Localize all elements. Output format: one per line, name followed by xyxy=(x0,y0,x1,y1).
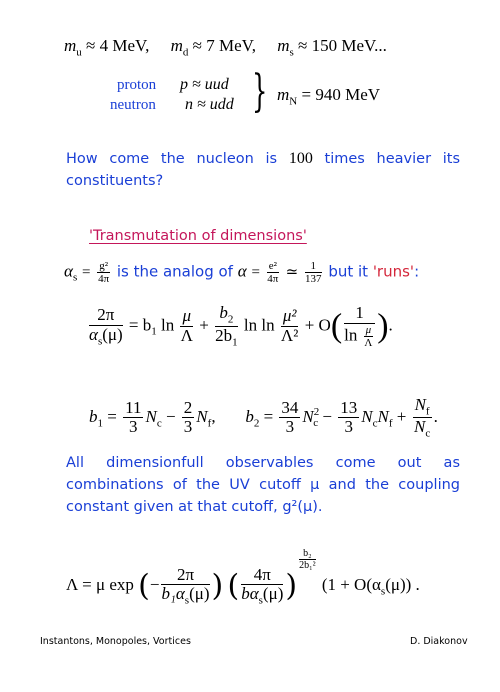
paren-open-2: ( xyxy=(227,568,240,604)
b2-over-2b1 xyxy=(215,304,238,348)
open-paren: ( xyxy=(330,307,343,345)
nc-den xyxy=(413,418,432,439)
exponent-b2-2b1sq xyxy=(299,548,315,571)
period-b: . xyxy=(433,406,438,426)
eleven: 11 xyxy=(125,397,142,417)
frac-11-3 xyxy=(123,399,143,437)
runs-text: 'runs' xyxy=(372,262,415,281)
ms-value: ≈ 150 MeV... xyxy=(298,36,387,55)
ncnf-n1: N xyxy=(361,406,373,426)
alpha-eq: = xyxy=(82,264,91,281)
b1alpha-den xyxy=(161,585,209,606)
md-symbol: m xyxy=(170,36,183,55)
lnln: ln ln xyxy=(243,315,275,335)
g2-over-4pi xyxy=(97,260,110,285)
alpha-mu xyxy=(89,326,123,347)
thirteen: 13 xyxy=(340,397,358,417)
question-post: times heavier its constituents? xyxy=(66,151,461,189)
b1-symbol-sub: 1 xyxy=(97,417,103,430)
two-pi-over-b1alpha xyxy=(161,566,209,607)
nf-num xyxy=(413,396,432,418)
proton-label: proton xyxy=(117,77,157,93)
running-coupling-equation xyxy=(87,304,393,349)
g2-num: g² xyxy=(99,260,109,272)
lambda-den: Λ xyxy=(180,325,193,345)
lambda2-den: Λ² xyxy=(280,325,299,345)
dimensionfull-paragraph: All dimensionfull observables come out as combinations of the UV cutoff μ and the coupling constant given at that cutoff, g²(μ). xyxy=(66,455,460,515)
lambda-lhs: Λ = μ exp xyxy=(66,575,134,594)
mu2-num: μ² xyxy=(282,306,297,326)
two-pi: 2π xyxy=(89,306,123,326)
question-number: 100 xyxy=(288,150,313,167)
mn-sub: N xyxy=(289,95,298,108)
ln-mu-lambda xyxy=(344,324,375,349)
alpha-mu-sub: s xyxy=(97,334,103,347)
ms-sub: s xyxy=(289,46,294,59)
comma: , xyxy=(211,406,216,426)
b2-sym: b xyxy=(219,303,228,323)
plus-O: + O xyxy=(304,315,331,335)
md-value: ≈ 7 MeV, xyxy=(192,36,256,55)
colon: : xyxy=(414,262,420,281)
mu-small: μ xyxy=(365,323,372,336)
plus-b2: + xyxy=(396,406,407,426)
nf-num-sym: N xyxy=(414,395,426,414)
mu2-over-lambda2 xyxy=(281,307,299,345)
md-sub: d xyxy=(182,46,189,59)
lambda-equation: Λ = μ exp (− $\frac{2\pi}{b_1\alpha_s(\mu)}$ ) ( $\frac{4\pi}{b\alpha_s(\mu)}$ ) $\frac{\text{b₂}}{\text{2b₁²}}$ ($1 + O(\alpha_s(\mu))$ . xyxy=(66,548,420,607)
proton-formula: p ≈ uud xyxy=(180,76,229,93)
137-den: 137 xyxy=(305,273,322,286)
mu-sub: u xyxy=(76,46,82,59)
one-num-2: 1 xyxy=(344,304,375,324)
nucleon-question xyxy=(66,148,460,192)
b2-num xyxy=(215,304,238,326)
thirty-four: 34 xyxy=(281,397,299,417)
balpha-den xyxy=(241,585,283,606)
b2-symbol: b xyxy=(245,406,254,426)
nf-symbol: N xyxy=(196,406,208,426)
g2-den: 4π xyxy=(98,273,110,286)
right-brace: } xyxy=(252,66,268,117)
b2-symbol-sub: 2 xyxy=(253,417,260,430)
approx-symbol: ≃ xyxy=(285,264,299,281)
frac-2-3 xyxy=(182,399,195,437)
ln-1: ln xyxy=(161,315,175,335)
paren-close-1: ) xyxy=(211,568,224,604)
nf-num-sub: f xyxy=(425,405,430,418)
nc2-symbol: N xyxy=(302,406,314,426)
section-title: 'Transmutation of dimensions' xyxy=(89,228,307,244)
mu-value: ≈ 4 MeV, xyxy=(86,36,150,55)
mu-lambda-small xyxy=(364,324,374,349)
beta-coefficients-equation: $b_1$ = $\frac{11}{3}$ $N_c$ − $\frac{2}{3}$ $N_f$, $b_2$ = $\frac{34}{3}$ $N^2_c$ − $\frac{13}{3}$ $N_cN_f$ + $\frac{N_f}{N_c}$ . xyxy=(89,395,438,440)
four-pi: 4π xyxy=(241,566,283,586)
eq-b1: = b xyxy=(128,315,152,335)
quark-masses-line xyxy=(64,36,387,58)
question-pre: How come the nucleon is xyxy=(66,151,289,167)
alpha-mu-arg: (μ) xyxy=(102,324,123,344)
nc2-sup: 2 xyxy=(313,406,320,419)
b1-symbol: b xyxy=(89,406,98,426)
e2-over-4pi xyxy=(267,260,279,285)
alpha-s-symbol: α xyxy=(64,261,73,281)
mu-num: μ xyxy=(182,306,192,326)
alpha-symbol: α xyxy=(237,261,247,281)
lambda-tail-sub: s xyxy=(380,585,386,598)
close-paren: ) xyxy=(377,307,389,345)
three-b: 3 xyxy=(183,417,193,437)
minus-1: − xyxy=(165,406,176,426)
lambda-small: Λ xyxy=(364,336,373,349)
nc-sub: c xyxy=(156,417,162,430)
neutron-formula: n ≈ udd xyxy=(185,96,234,113)
alpha-mu-sym: α xyxy=(89,324,98,344)
nc-symbol: N xyxy=(145,406,157,426)
2b1-sym: 2b xyxy=(215,325,233,345)
balpha-arg: (μ) xyxy=(262,584,284,604)
analog-text: is the analog of xyxy=(116,262,238,281)
one-over-137 xyxy=(305,260,322,285)
paren-open-1: ( xyxy=(138,568,150,604)
three-a: 3 xyxy=(129,417,138,437)
mn-value: = 940 MeV xyxy=(301,85,381,104)
lambda-tail-end: (μ)) . xyxy=(385,575,420,594)
footer-title: Instantons, Monopoles, Vortices xyxy=(40,636,191,647)
nc2-sub: c xyxy=(313,417,319,430)
ln-sym: ln xyxy=(344,325,358,345)
exp-den: 2b₁² xyxy=(299,560,316,571)
but-text: but it xyxy=(328,262,373,281)
two-pi-over-alpha xyxy=(89,306,123,347)
b1alpha-sym: b₁α xyxy=(161,584,185,604)
two-pi-lam: 2π xyxy=(161,566,209,586)
b1alpha-arg: (μ) xyxy=(189,584,210,604)
period: . xyxy=(388,315,393,335)
alpha-eq2: = xyxy=(251,264,260,281)
e2-den: 4π xyxy=(267,273,279,286)
plus-1: + xyxy=(199,315,209,335)
2b1-sub: 1 xyxy=(232,336,238,349)
balpha-sub: s xyxy=(258,594,263,607)
mn-symbol: m xyxy=(277,85,290,104)
one-num: 1 xyxy=(305,260,322,273)
lambda-tail: (1 + O(α xyxy=(321,575,381,594)
ms-symbol: m xyxy=(277,36,290,55)
b1alpha-sub: s xyxy=(184,594,190,607)
b2-sub: 2 xyxy=(227,313,234,326)
ncnf-sub-f: f xyxy=(388,417,393,430)
nf-over-nc xyxy=(413,396,432,440)
2b1-den xyxy=(215,327,238,348)
e2-num: e² xyxy=(268,260,277,272)
exp-num: b₂ xyxy=(299,548,315,560)
ncnf-n2: N xyxy=(377,406,389,426)
mu-symbol: m xyxy=(64,36,77,55)
nc-den-sym: N xyxy=(413,417,426,437)
b1-sub: 1 xyxy=(151,325,157,338)
footer-author: D. Diakonov xyxy=(410,636,468,647)
frac-34-3 xyxy=(279,399,300,437)
frac-13-3 xyxy=(338,399,359,437)
ncnf-sub-c: c xyxy=(372,417,378,430)
balpha-sym: bα xyxy=(241,584,259,604)
mu-over-lambda xyxy=(180,307,193,345)
two: 2 xyxy=(183,397,193,417)
three-c: 3 xyxy=(285,417,295,437)
nc-den-sub: c xyxy=(425,427,431,440)
nucleon-mass xyxy=(277,85,380,107)
one-over-ln xyxy=(344,304,375,349)
nf-sub: f xyxy=(207,417,212,430)
neutron-label: neutron xyxy=(110,97,156,113)
minus-2: − xyxy=(322,406,332,426)
paren-close-2: ) xyxy=(285,568,298,604)
four-pi-over-balpha xyxy=(241,566,283,607)
alpha-line xyxy=(64,260,419,285)
three-d: 3 xyxy=(344,417,353,437)
alpha-s-sub: s xyxy=(72,271,78,284)
